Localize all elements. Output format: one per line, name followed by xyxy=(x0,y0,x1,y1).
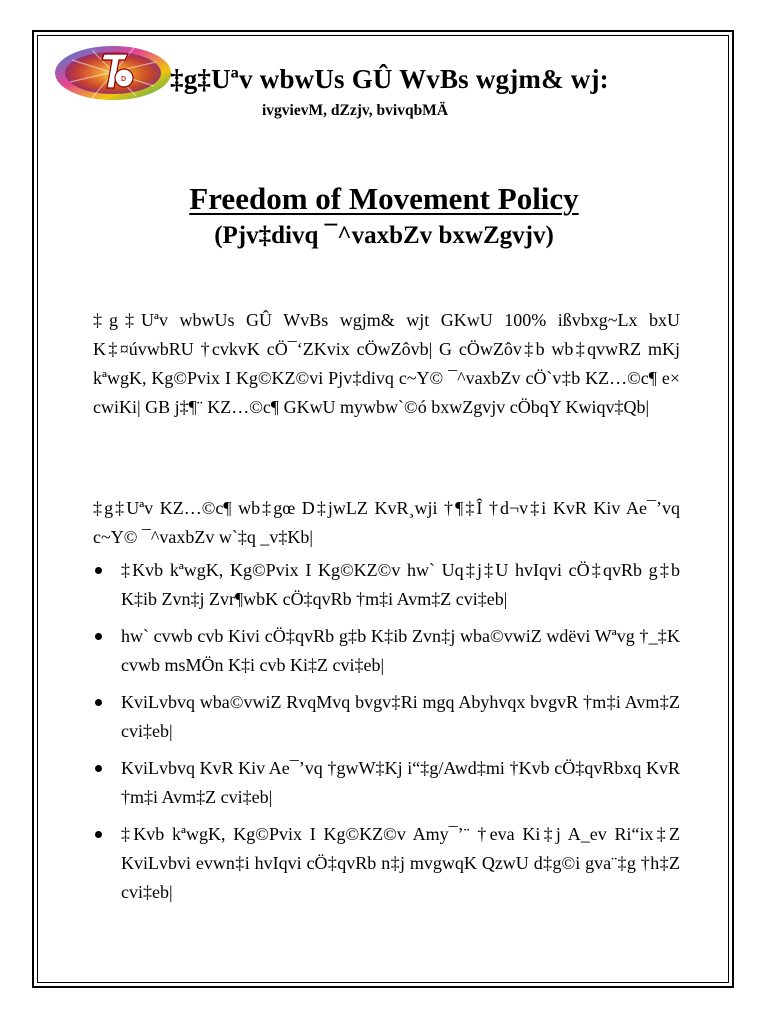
list-item-text: hw` cvwb cvb Kivi cÖ‡qvRb g‡b K‡ib Zvn‡j wba©vwiZ wdëvi Wªvg †_‡K cvwb msMÖn K‡i cvb Ki‡Z cvi‡eb| xyxy=(121,626,680,675)
list-item xyxy=(93,556,680,614)
list-item-text: ‡Kvb kªwgK, Kg©Pvix I Kg©KZ©v hw` Uq‡j‡U hvIqvi cÖ‡qvRb g‡b K‡ib Zvn‡j Zvr¶wbK cÖ‡qvRb †m‡i Avm‡Z cvi‡eb| xyxy=(121,560,680,609)
organization-name: ‡g‡Uªv wbwUs GÛ WvBs wgjm& wj: xyxy=(170,64,609,94)
svg-text:D: D xyxy=(121,76,127,83)
policy-bullet-list xyxy=(93,556,680,915)
bullet-icon xyxy=(95,699,102,706)
bullet-icon xyxy=(95,567,102,574)
list-item xyxy=(93,622,680,680)
scope-paragraph: ‡g‡Uªv KZ…©c¶ wb‡gœ D‡jwLZ KvR¸wji †¶‡Î †d¬v‡i KvR Kiv Ae¯’vq c~Y© ¯^vaxbZv w`‡q _v‡Kb| xyxy=(93,498,680,547)
list-item xyxy=(93,820,680,907)
document-title xyxy=(0,181,768,217)
list-item-text: ‡Kvb kªwgK, Kg©Pvix I Kg©KZ©v Amy¯’¨ †eva Ki‡j A_ev Ri“ix‡Z KviLvbvi evwn‡i hvIqvi cÖ‡qvRb n‡j mvgwqK QzwU d‡g©i gva¨‡g †h‡Z cvi‡eb| xyxy=(121,824,680,902)
company-logo-icon xyxy=(52,42,174,104)
bullet-icon xyxy=(95,831,102,838)
list-item-text: KviLvbvq KvR Kiv Ae¯’vq †gwW‡Kj i“‡g/Awd‡mi †Kvb cÖ‡qvRbxq KvR †m‡i Avm‡Z cvi‡eb| xyxy=(121,758,680,807)
intro-paragraph: ‡g‡Uªv wbwUs GÛ WvBs wgjm& wjt GKwU 100% ißvbxg~Lx bxU K‡¤úvwbRU †cvkvK cÖ¯‘ZKvix cÖwZôvb| G cÖwZôv‡b wb‡qvwRZ mKj kªwgK, Kg©Pvix I Kg©KZ©vi Pjv‡divq c~Y© ¯^vaxbZv cÖ`v‡b KZ…©c¶ e× cwiKi| GB j‡¶¨ KZ…©c¶ GKwU mywbw`©ó bxwZgvjv cÖbqY Kwiqv‡Qb| xyxy=(93,310,680,417)
list-item-text: KviLvbvq wba©vwiZ RvqMvq bvgv‡Ri mgq Abyhvqx bvgvR †m‡i Avm‡Z cvi‡eb| xyxy=(121,692,680,741)
bullet-icon xyxy=(95,765,102,772)
document-title-text: Freedom of Movement Policy xyxy=(189,181,579,216)
list-item xyxy=(93,754,680,812)
bullet-icon xyxy=(95,633,102,640)
document-subtitle: (Pjv‡divq ¯^vaxbZv bxwZgvjv) xyxy=(214,222,554,249)
organization-address: ivgvievM, dZzjv, bvivqbMÄ xyxy=(262,102,449,119)
list-item xyxy=(93,688,680,746)
